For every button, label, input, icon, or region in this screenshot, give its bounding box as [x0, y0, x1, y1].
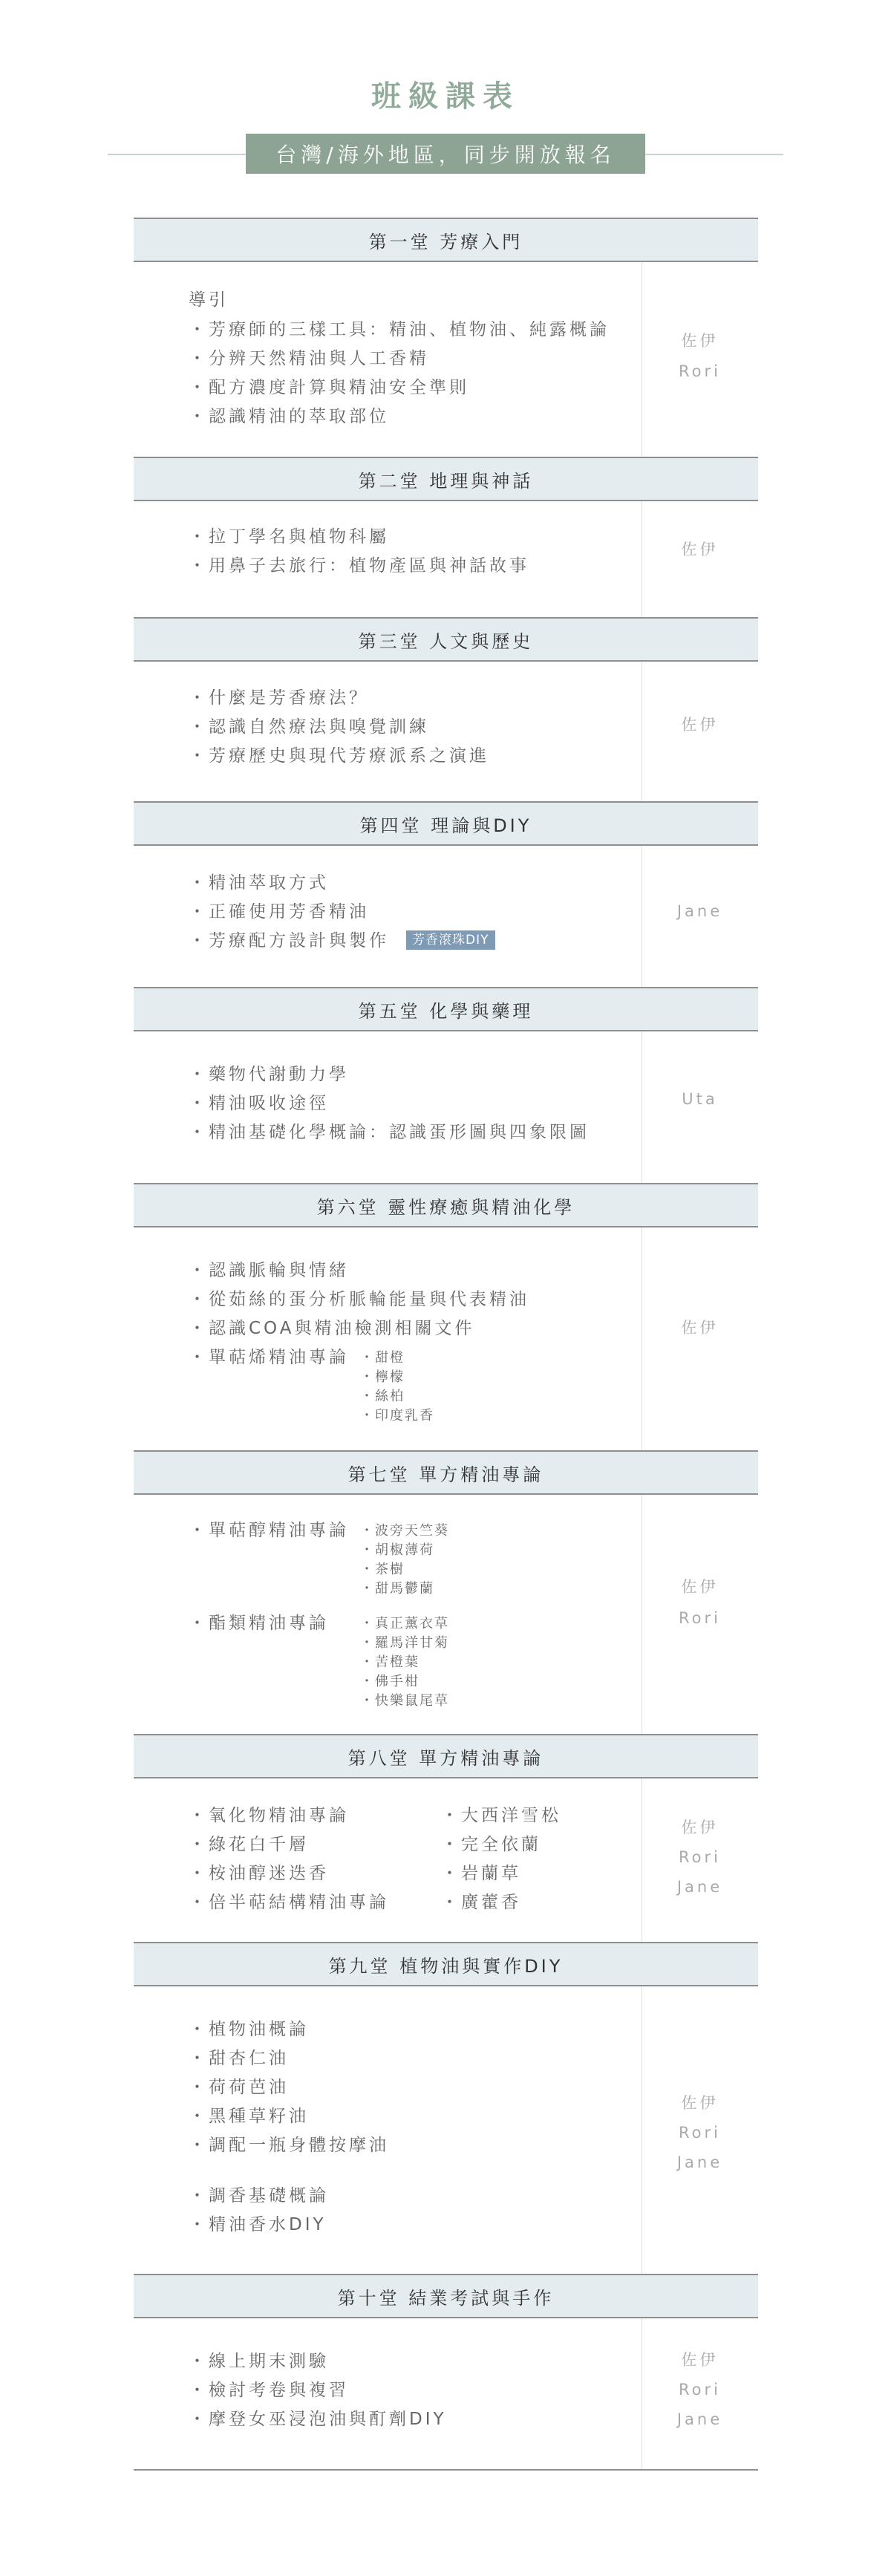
lesson-item: ・綠花白千層 — [189, 1835, 309, 1854]
instructor-name: 佐伊 — [681, 2094, 719, 2112]
instructor-name: 佐伊 — [681, 1819, 719, 1836]
lesson-title: 第一堂 芳療入門 — [134, 218, 758, 262]
lesson-9 — [134, 1942, 758, 2274]
sub-item: ・苦橙葉 — [360, 1654, 420, 1670]
lesson-item: ・甜杏仁油 — [189, 2049, 289, 2068]
lesson-item: ・岩蘭草 — [441, 1864, 521, 1883]
lesson-item: ・芳療配方設計與製作 — [189, 931, 389, 950]
instructor-name: Rori — [679, 1848, 721, 1866]
lesson-item: ・黑種草籽油 — [189, 2107, 309, 2126]
lesson-item: ・認識COA與精油檢測相關文件 — [189, 1319, 475, 1338]
lesson-item: ・荷荷芭油 — [189, 2078, 289, 2097]
lesson-item: ・從茹絲的蛋分析脈輪能量與代表精油 — [189, 1290, 529, 1309]
instructor-name: Rori — [679, 1609, 721, 1627]
lesson-8 — [134, 1734, 758, 1942]
lesson-item: ・桉油醇迷迭香 — [189, 1864, 329, 1883]
lesson-10 — [134, 2274, 758, 2471]
instructor-name: 佐伊 — [681, 541, 719, 558]
instructor-name: 佐伊 — [681, 332, 719, 350]
instructor-name: Rori — [679, 2124, 721, 2142]
sub-item: ・佛手柑 — [360, 1674, 420, 1689]
lesson-item: ・配方濃度計算與精油安全準則 — [189, 378, 469, 397]
instructor-name: Jane — [676, 1878, 723, 1896]
lesson-item: ・精油萃取方式 — [189, 873, 329, 893]
lesson-title: 第六堂 靈性療癒與精油化學 — [134, 1183, 758, 1227]
lesson-item: ・認識自然療法與嗅覺訓練 — [189, 717, 429, 737]
lesson-item: ・完全依蘭 — [441, 1835, 541, 1854]
instructor-name: 佐伊 — [681, 1578, 719, 1596]
lesson-title: 第二堂 地理與神話 — [134, 457, 758, 501]
lesson-title: 第三堂 人文與歷史 — [134, 617, 758, 662]
lesson-item: ・倍半萜結構精油專論 — [189, 1893, 389, 1912]
instructor-name: Jane — [676, 2410, 723, 2428]
lesson-5 — [134, 987, 758, 1183]
lesson-4 — [134, 801, 758, 987]
lesson-item: ・正確使用芳香精油 — [189, 902, 369, 922]
lesson-item: ・摩登女巫浸泡油與酊劑DIY — [189, 2410, 447, 2429]
sub-item: ・快樂鼠尾草 — [360, 1693, 449, 1709]
lesson-6 — [134, 1183, 758, 1450]
sub-item: ・印度乳香 — [360, 1408, 434, 1424]
lesson-item: ・認識精油的萃取部位 — [189, 407, 389, 426]
table-bottom-rule — [134, 2469, 758, 2471]
sub-item: ・胡椒薄荷 — [360, 1542, 434, 1558]
lesson-item: ・拉丁學名與植物科屬 — [189, 527, 389, 547]
lesson-item: ・調配一瓶身體按摩油 — [189, 2136, 389, 2155]
sub-item: ・絲柏 — [360, 1389, 405, 1404]
lesson-2 — [134, 457, 758, 617]
lesson-title: 第七堂 單方精油專論 — [134, 1450, 758, 1495]
lesson-item: ・氧化物精油專論 — [189, 1806, 349, 1825]
lesson-item: ・用鼻子去旅行：植物產區與神話故事 — [189, 556, 529, 575]
lesson-item: ・什麼是芳香療法？ — [189, 688, 369, 708]
lesson-item: ・芳療歷史與現代芳療派系之演進 — [189, 746, 489, 766]
sub-item: ・檸檬 — [360, 1369, 405, 1385]
diy-badge: 芳香滾珠DIY — [406, 930, 495, 950]
lesson-item: ・芳療師的三樣工具：精油、植物油、純露概論 — [189, 320, 610, 339]
lesson-title: 第八堂 單方精油專論 — [134, 1734, 758, 1778]
lesson-item: ・認識脈輪與情緒 — [189, 1261, 349, 1280]
lesson-item: ・精油吸收途徑 — [189, 1094, 329, 1113]
instructor-name: Jane — [676, 902, 723, 920]
lesson-title: 第十堂 結業考試與手作 — [134, 2274, 758, 2318]
group-label: ・酯類精油專論 — [189, 1614, 329, 1633]
instructor-name: Rori — [679, 362, 721, 380]
page-title: 班級課表 — [371, 79, 520, 114]
lesson-7 — [134, 1450, 758, 1734]
lesson-item: ・分辨天然精油與人工香精 — [189, 349, 429, 368]
lesson-intro: 導引 — [189, 290, 229, 310]
lesson-item: ・調香基礎概論 — [189, 2186, 329, 2205]
lesson-3 — [134, 617, 758, 801]
lesson-item: ・線上期末測驗 — [189, 2352, 329, 2371]
sub-item: ・波旁天竺葵 — [360, 1523, 449, 1539]
instructor-name: 佐伊 — [681, 2351, 719, 2369]
lesson-title: 第九堂 植物油與實作DIY — [134, 1942, 758, 1986]
lesson-item: ・植物油概論 — [189, 2020, 309, 2039]
lesson-item: ・精油香水DIY — [189, 2215, 327, 2234]
lesson-item: ・大西洋雪松 — [441, 1806, 561, 1825]
instructor-name: 佐伊 — [681, 1319, 719, 1337]
lesson-1 — [134, 218, 758, 457]
instructor-name: 佐伊 — [681, 716, 719, 734]
lesson-title: 第五堂 化學與藥理 — [134, 987, 758, 1031]
lesson-item: ・單萜烯精油專論 — [189, 1348, 349, 1367]
group-label: ・單萜醇精油專論 — [189, 1521, 349, 1540]
instructor-name: Uta — [682, 1090, 718, 1108]
sub-item: ・茶樹 — [360, 1562, 405, 1577]
lesson-item: ・藥物代謝動力學 — [189, 1065, 349, 1084]
subtitle-banner: 台灣/海外地區，同步開放報名 — [246, 134, 645, 174]
sub-item: ・真正薰衣草 — [360, 1616, 449, 1631]
instructor-name: Rori — [679, 2381, 721, 2399]
sub-item: ・甜馬鬱蘭 — [360, 1581, 434, 1597]
lesson-item: ・檢討考卷與複習 — [189, 2381, 349, 2400]
lesson-item: ・廣藿香 — [441, 1893, 521, 1912]
lesson-item: ・精油基礎化學概論：認識蛋形圖與四象限圖 — [189, 1123, 590, 1142]
sub-item: ・甜橙 — [360, 1350, 405, 1366]
instructor-name: Jane — [676, 2153, 723, 2171]
sub-item: ・羅馬洋甘菊 — [360, 1635, 449, 1651]
lesson-title: 第四堂 理論與DIY — [134, 801, 758, 846]
